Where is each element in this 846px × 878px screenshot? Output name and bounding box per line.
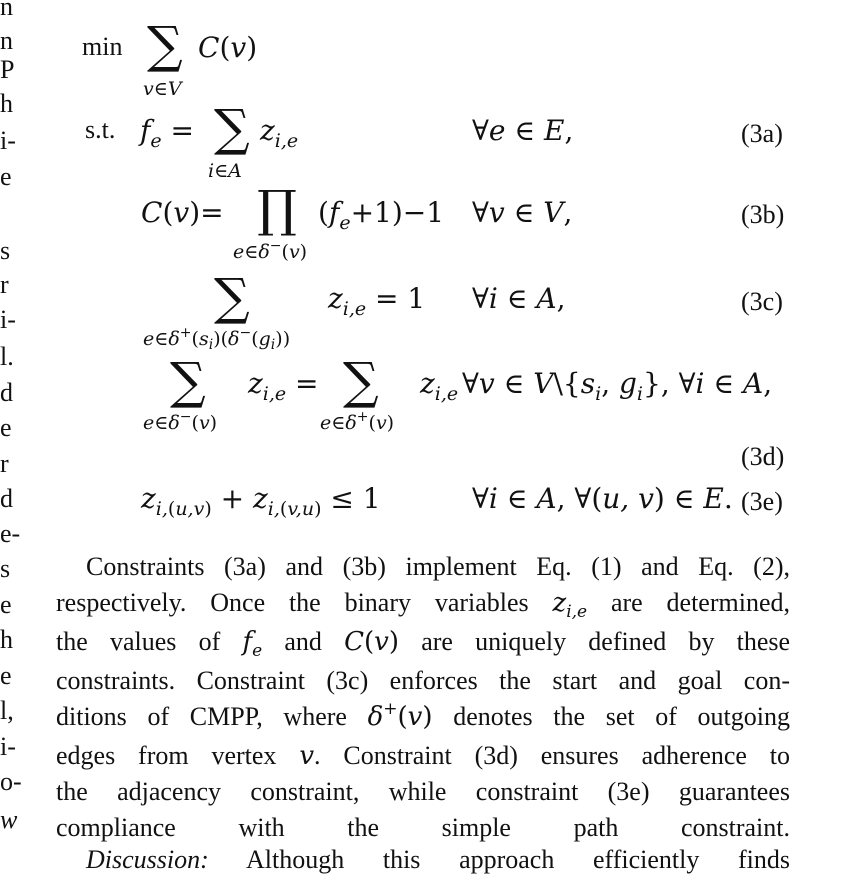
- left-fragment: e: [0, 590, 12, 619]
- paragraph-line: respectively. Once the binary variables $z_{i,e}$ are determined,: [56, 588, 790, 622]
- sum-subscript: $e\in\delta^+(s_i)(\delta^-(g_i))$: [143, 325, 291, 353]
- left-fragment: l,: [0, 696, 14, 725]
- sum-symbol: ∑: [343, 352, 379, 410]
- discussion-text: Although this approach efficiently finds: [246, 845, 790, 874]
- explanation-paragraph: [56, 549, 790, 846]
- equation-number: (3a): [741, 119, 783, 148]
- sum-symbol: ∑: [147, 16, 183, 74]
- left-fragment: i-: [0, 126, 16, 155]
- sum-symbol: ∑: [170, 352, 206, 410]
- constraint-3a-rhs: $z_{i,e}$: [260, 114, 299, 152]
- equation-number: (3e): [741, 487, 783, 516]
- paragraph-line: the values of $f_e$ and C(v) are uniquely defined by these: [56, 627, 791, 661]
- constraint-3d-lhs: $z_{i,e}$ =: [248, 367, 319, 405]
- left-fragment: e: [0, 162, 12, 191]
- left-fragment: d: [0, 378, 13, 407]
- constraint-3b-domain: ∀v ∈ V,: [472, 196, 573, 229]
- left-fragment: i-: [0, 732, 16, 761]
- left-fragment: i-: [0, 305, 16, 334]
- subject-to-label: s.t.: [85, 115, 116, 144]
- constraint-3c-domain: ∀i ∈ A,: [472, 282, 566, 315]
- left-fragment: P: [0, 55, 15, 84]
- left-fragment: h: [0, 89, 13, 118]
- constraint-3d-rhs: $z_{i,e}$: [420, 367, 459, 405]
- sum-subscript: e∈δ−(v): [143, 409, 218, 434]
- left-fragment: h: [0, 625, 13, 654]
- equation-number: (3d): [741, 442, 785, 471]
- left-fragment: e: [0, 661, 12, 690]
- constraint-3d-domain: ∀v ∈ $V\backslash\{s_i$, $g_i$}, ∀i ∈ A,: [462, 367, 773, 405]
- constraint-3e-body: $z_{i,(u,v)} + z_{i,(v,u)} \le 1$: [141, 482, 381, 520]
- sum-symbol: ∑: [214, 268, 250, 326]
- paragraph-line: edges from vertex v. Constraint (3d) ensures adherence to: [56, 741, 791, 771]
- left-fragment: o-: [0, 767, 22, 796]
- discussion-heading: Discussion:: [86, 845, 209, 874]
- min-operator: min: [82, 32, 123, 61]
- left-fragment: s: [0, 236, 11, 265]
- objective-term: C(v): [198, 31, 258, 64]
- constraint-3c-body: $z_{i,e} = 1$: [328, 282, 426, 320]
- constraint-3a-domain: ∀e ∈ E,: [472, 114, 574, 147]
- constraint-3e-domain: ∀i ∈ A, ∀(u, v) ∈ E.: [472, 482, 733, 515]
- paragraph-line: ditions of CMPP, where δ+(v) denotes the set of outgoing: [56, 699, 791, 732]
- constraint-3b-lhs: C(v)=: [141, 196, 224, 229]
- paragraph-line: Constraints (3a) and (3b) implement Eq. (1) and Eq. (2),: [86, 552, 790, 581]
- paragraph-line: compliance with the simple path constraint.: [56, 813, 790, 842]
- left-fragment: s: [0, 554, 11, 583]
- left-fragment: d: [0, 484, 13, 513]
- constraint-3b-rhs: $(f_e+1)-1$: [318, 196, 445, 234]
- left-fragment: e: [0, 413, 12, 442]
- left-fragment: w: [0, 805, 18, 834]
- product-subscript: e∈δ−(v): [233, 238, 308, 263]
- sum-subscript: v∈V: [143, 78, 182, 100]
- sum-symbol: ∑: [214, 99, 250, 157]
- left-fragment: r: [0, 449, 9, 478]
- sum-subscript: i∈A: [208, 160, 242, 182]
- paragraph-line: constraints. Constraint (3c) enforces the start and goal con-: [56, 666, 790, 695]
- equation-number: (3b): [741, 200, 785, 229]
- discussion-paragraph: [86, 842, 790, 878]
- left-fragment: e-: [0, 519, 21, 548]
- equation-number: (3c): [741, 287, 783, 316]
- sum-subscript: e∈δ+(v): [320, 409, 395, 434]
- left-fragment: r: [0, 270, 9, 299]
- constraint-3a-lhs: $f_e$ =: [140, 114, 194, 152]
- product-symbol: ∏: [257, 180, 297, 238]
- left-fragment: n: [0, 0, 13, 21]
- paragraph-line: the adjacency constraint, while constraint (3e) guarantees: [56, 777, 790, 806]
- left-fragment: l.: [0, 342, 14, 371]
- left-fragment: n: [0, 26, 13, 55]
